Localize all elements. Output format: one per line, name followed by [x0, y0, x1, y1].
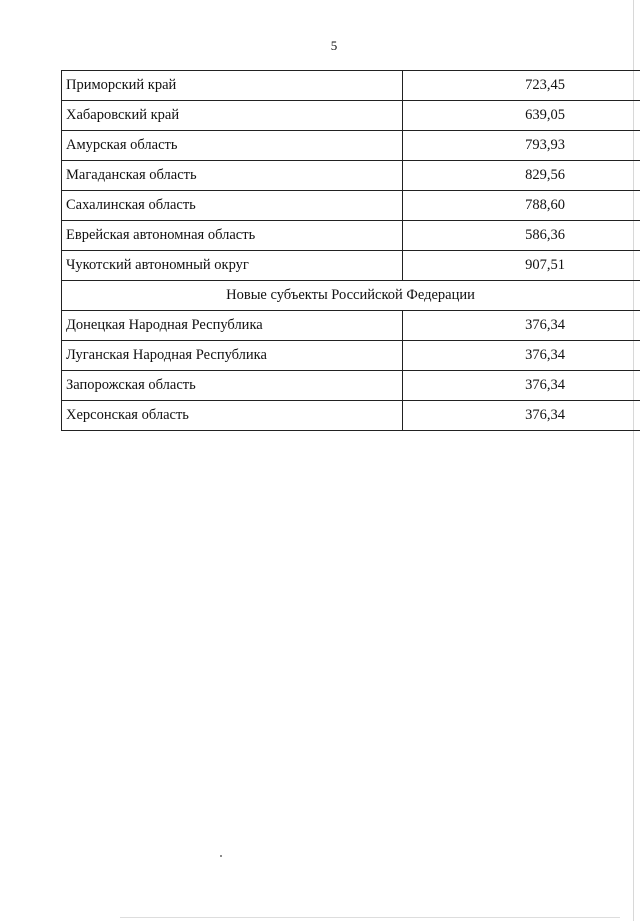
table-row [62, 161, 640, 191]
table-row [62, 251, 640, 281]
scan-speck [220, 855, 222, 857]
table-row [62, 191, 640, 221]
table-row [62, 221, 640, 251]
region-cell: Сахалинская область [62, 191, 403, 221]
table-row [62, 131, 640, 161]
region-cell: Магаданская область [62, 161, 403, 191]
region-cell: Запорожская область [62, 371, 403, 401]
scan-bottom-line [120, 917, 620, 918]
table-row [62, 341, 640, 371]
table-row [62, 101, 640, 131]
page-number: 5 [330, 38, 338, 53]
value-cell: 907,51 [403, 251, 640, 281]
value-cell: 376,34 [403, 401, 640, 431]
table-row [62, 71, 640, 101]
regions-table [61, 70, 640, 431]
region-cell: Еврейская автономная область [62, 221, 403, 251]
value-cell: 586,36 [403, 221, 640, 251]
value-cell: 788,60 [403, 191, 640, 221]
value-cell: 639,05 [403, 101, 640, 131]
region-cell: Херсонская область [62, 401, 403, 431]
value-cell: 376,34 [403, 341, 640, 371]
section-header-row [62, 281, 640, 311]
region-cell: Луганская Народная Республика [62, 341, 403, 371]
region-cell: Приморский край [62, 71, 403, 101]
value-cell: 829,56 [403, 161, 640, 191]
value-cell: 723,45 [403, 71, 640, 101]
section-header: Новые субъекты Российской Федерации [62, 281, 640, 311]
table-row [62, 371, 640, 401]
table-row [62, 311, 640, 341]
table-row [62, 401, 640, 431]
value-cell: 376,34 [403, 311, 640, 341]
region-cell: Амурская область [62, 131, 403, 161]
region-cell: Хабаровский край [62, 101, 403, 131]
region-cell: Чукотский автономный округ [62, 251, 403, 281]
region-cell: Донецкая Народная Республика [62, 311, 403, 341]
value-cell: 793,93 [403, 131, 640, 161]
value-cell: 376,34 [403, 371, 640, 401]
